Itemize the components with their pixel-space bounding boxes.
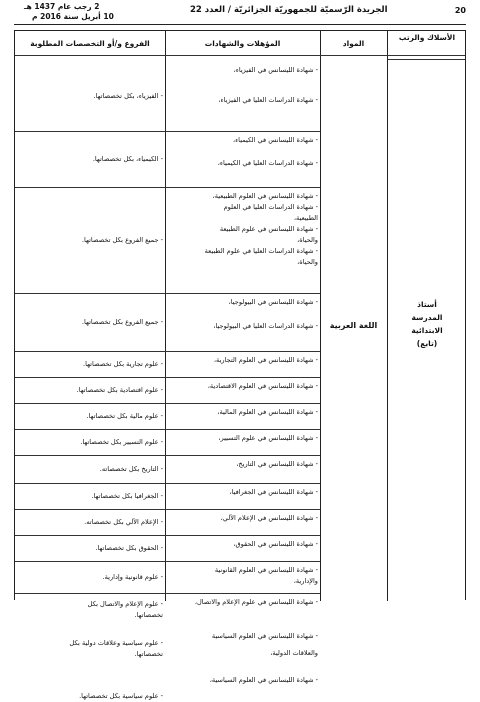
qualification-line: - شهادة الليسانس في التاريخ، [236, 460, 318, 468]
branch-line: - الفيزياء، بكل تخصصاتها. [93, 91, 163, 100]
branch-line: - علوم سياسية بكل تخصصاتها. [79, 691, 163, 700]
column-divider [320, 31, 321, 601]
header-qualifications: المؤهلات والشهادات [204, 39, 281, 48]
row-divider [15, 131, 320, 132]
corps-rank-line: الابتدائية [411, 326, 443, 335]
branch-line: تخصصاتها. [134, 650, 163, 658]
corps-rank-line: أستاذ [417, 300, 437, 309]
qualification-line: - شهادة الليسانس في الإعلام الآلي، [220, 514, 318, 522]
qualification-line: - شهادة الليسانس في العلوم الطبيعية، [212, 192, 318, 200]
qualification-line: - شهادة الليسانس في علوم التسيير، [218, 434, 318, 442]
date-hijri: 2 رجب عام 1437 هـ [24, 2, 100, 11]
qualification-line: - شهادة الليسانس في الفيزياء، [233, 66, 318, 74]
qualification-line: - شهادة الليسانس في علوم الطبيعة [219, 225, 318, 233]
row-divider [15, 561, 320, 562]
qualification-line: - شهادة الليسانس في العلوم التجارية، [213, 356, 318, 364]
column-divider [387, 31, 388, 601]
branch-line: - الحقوق بكل تخصصاتها. [95, 543, 163, 552]
branch-line: - جميع الفروع بكل تخصصاتها. [81, 317, 163, 326]
qualification-line: - شهادة الليسانس في العلوم السياسية [211, 632, 318, 640]
qualification-line: الطبيعية، [293, 214, 318, 222]
corps-rank-line: المدرسة [411, 313, 443, 322]
qualification-line: - شهادة الليسانس في العلوم القانونية [214, 566, 318, 574]
qualification-line: - شهادة الليسانس في الجغرافيا، [229, 488, 318, 496]
header-rule [14, 24, 466, 25]
corps-rank-line: (تابع) [416, 339, 438, 348]
row-divider [15, 293, 320, 294]
qualification-line: والإدارية، [293, 577, 318, 585]
branch-line: - علوم قانونية وإدارية. [102, 572, 163, 581]
qualification-line: - شهادة الليسانس في العلوم الاقتصادية، [207, 382, 318, 390]
qualifications-table [14, 30, 466, 700]
branch-line: - علوم اقتصادية بكل تخصصاتها. [76, 385, 163, 394]
branch-line: تخصصاتها. [134, 611, 163, 619]
qualification-line: والحياة، [297, 236, 318, 244]
qualification-line: - شهادة الدراسات العليا في علوم الطبيعة [204, 247, 318, 255]
qualification-line: - شهادة الدراسات العليا في الفيزياء، [218, 96, 318, 104]
branch-line: - الكيمياء، بكل تخصصاتها. [92, 154, 163, 163]
qualification-line: - شهادة الدراسات العليا في الكيمياء، [217, 159, 318, 167]
qualification-line: والعلاقات الدولية، [270, 649, 318, 657]
header-corps-rank: الأسلاك والرتب [398, 33, 456, 42]
header-branches: الفروع و/أو التخصصات المطلوبة [30, 39, 150, 48]
qualification-line: - شهادة الليسانس في البيولوجيا، [228, 298, 318, 306]
column-divider [165, 31, 166, 601]
qualification-line: - شهادة الدراسات العليا في العلوم [223, 203, 318, 211]
row-divider [15, 455, 320, 456]
branch-line: - علوم سياسية وعلاقات دولية بكل [69, 639, 163, 647]
row-divider [15, 351, 320, 352]
row-divider [15, 187, 320, 188]
qualification-line: - شهادة الليسانس في علوم الإعلام والاتصال، [194, 598, 318, 606]
branch-line: - جميع الفروع بكل تخصصاتها. [81, 235, 163, 244]
row-divider [15, 593, 320, 594]
subject-cell: اللغة العربية [329, 321, 378, 330]
row-divider [15, 429, 320, 430]
qualification-line: - شهادة الليسانس في الحقوق، [233, 540, 318, 548]
qualification-line: - شهادة الليسانس في العلوم المالية، [217, 408, 318, 416]
branch-line: - علوم مالية بكل تخصصاتها. [86, 411, 163, 420]
row-divider [15, 483, 320, 484]
row-divider [15, 535, 320, 536]
date-gregorian: 10 أبريل سنة 2016 م [32, 12, 114, 21]
branch-line: - علوم التسيير بكل تخصصاتها. [80, 437, 163, 446]
header-divider [388, 59, 465, 60]
qualification-line: - شهادة الليسانس في الكيمياء، [232, 136, 318, 144]
page-number: 20 [454, 6, 466, 15]
branch-line: - الإعلام الآلي بكل تخصصاته. [84, 517, 163, 526]
row-divider [15, 403, 320, 404]
page-header [0, 0, 480, 26]
branch-line: - علوم تجارية بكل تخصصاتها. [82, 359, 163, 368]
branch-line: - الجغرافيا بكل تخصصاتها. [91, 491, 163, 500]
row-divider [15, 377, 320, 378]
branch-line: - علوم الإعلام والاتصال بكل [87, 600, 163, 608]
qualification-line: - شهادة الدراسات العليا في البيولوجيا، [213, 322, 318, 330]
journal-title: الجريدة الرّسميّة للجمهوريّة الجزائريّة / العدد 22 [190, 5, 388, 15]
branch-line: - التاريخ بكل تخصصاته. [99, 464, 163, 473]
row-divider [15, 509, 320, 510]
header-divider [15, 55, 465, 56]
header-subject: المواد [342, 39, 365, 48]
qualification-line: - شهادة الليسانس في العلوم السياسية، [209, 676, 318, 684]
qualification-line: والحياة، [297, 258, 318, 266]
